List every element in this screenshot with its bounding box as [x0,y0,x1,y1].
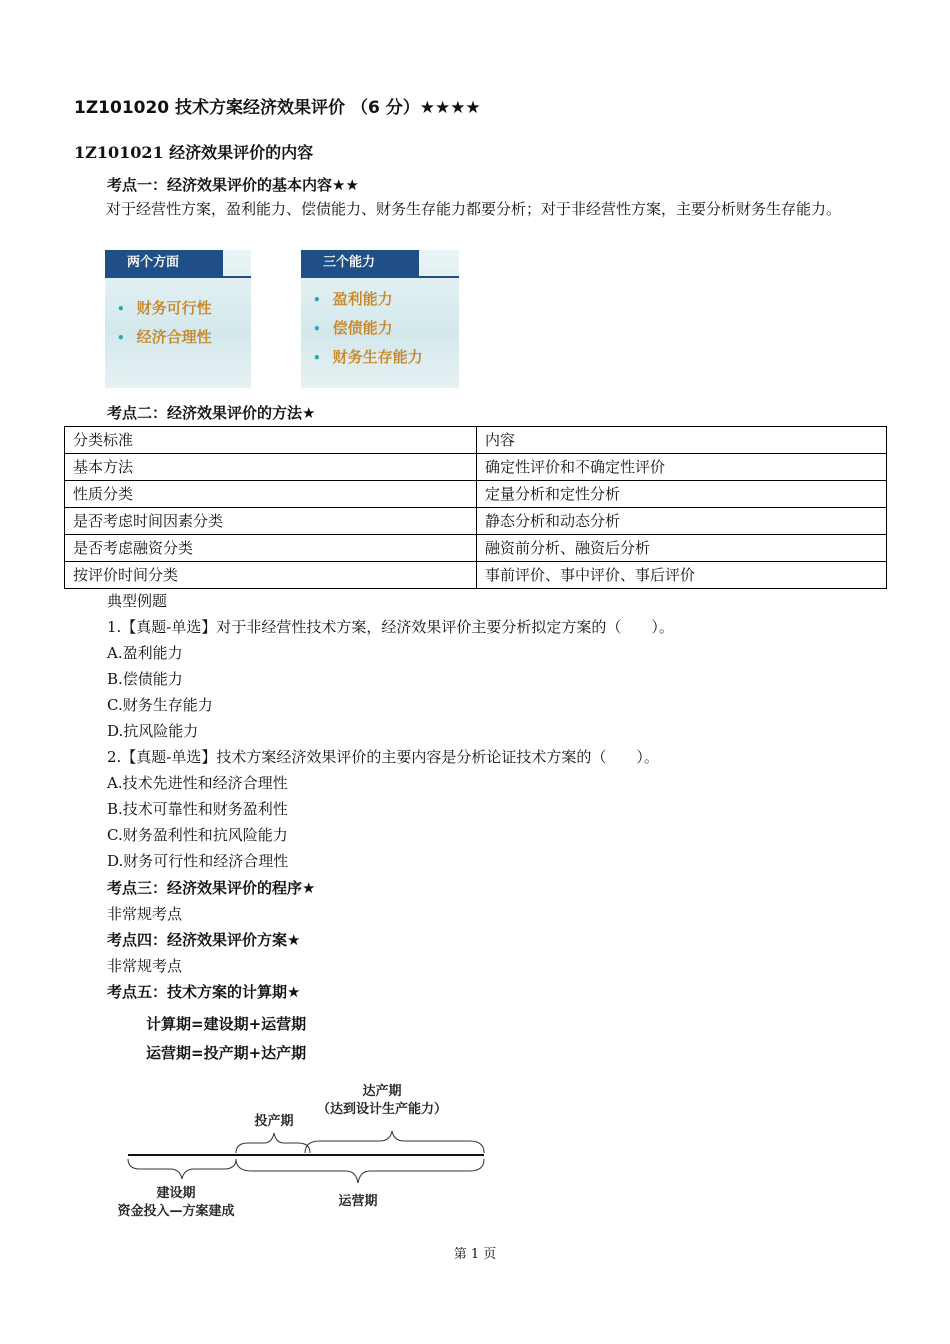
point4-title: 考点四：经济效果评价方案★ [107,931,301,949]
table-row [65,481,887,508]
build-brace [128,1159,236,1179]
bullet-icon: • [313,293,321,307]
panel-three-abilities [301,250,459,388]
panel-tab: 两个方面 [105,250,223,276]
bullet-icon: • [313,322,321,336]
point5-title: 考点五：技术方案的计算期★ [107,983,301,1001]
panel-divider [301,276,459,278]
panel-item: • 盈利能力 [313,290,393,308]
formula-1: 计算期=建设期+运营期 [146,1015,307,1033]
point1-title: 考点一：经济效果评价的基本内容★★ [107,176,359,194]
q2-option-a: A.技术先进性和经济合理性 [107,774,288,792]
point4-text: 非常规考点 [107,957,183,975]
table-cell: 事前评价、事中评价、事后评价 [477,562,887,589]
q1-option-d: D.抗风险能力 [107,722,199,740]
table-cell: 融资前分析、融资后分析 [477,535,887,562]
table-header-row [65,427,887,454]
panel-item: • 偿债能力 [313,319,393,337]
formula-2: 运营期=投产期+达产期 [146,1044,307,1062]
question-1: 1.【真题-单选】对于非经营性技术方案，经济效果评价主要分析拟定方案的（ ）。 [107,618,674,636]
build-sub-label: 资金投入—方案建成 [117,1204,235,1219]
build-label: 建设期 [156,1186,196,1201]
period-timeline-diagram [100,1075,510,1225]
question-2: 2.【真题-单选】技术方案经济效果评价的主要内容是分析论证技术方案的（ ）。 [107,748,659,766]
bullet-icon: • [117,302,125,316]
table-cell: 确定性评价和不确定性评价 [477,454,887,481]
panel-item: • 财务可行性 [117,299,212,317]
panel-item: • 经济合理性 [117,328,212,346]
q1-option-c: C.财务生存能力 [107,696,213,714]
operate-brace [236,1159,484,1183]
reach-brace [305,1131,484,1153]
q1-option-b: B.偿债能力 [107,670,183,688]
table-row [65,562,887,589]
q2-option-b: B.技术可靠性和财务盈利性 [107,800,288,818]
panel-item: • 财务生存能力 [313,348,423,366]
table-row [65,454,887,481]
table-header: 内容 [477,427,887,454]
panel-divider [105,276,251,278]
table-cell: 按评价时间分类 [65,562,477,589]
point3-title: 考点三：经济效果评价的程序★ [107,879,316,897]
q2-option-d: D.财务可行性和经济合理性 [107,852,289,870]
panel-two-aspects [105,250,251,388]
page-number: 第 1 页 [453,1247,497,1262]
table-header: 分类标准 [65,427,477,454]
table-row [65,535,887,562]
method-table [64,426,887,589]
table-cell: 基本方法 [65,454,477,481]
operate-label: 运营期 [338,1194,378,1209]
point2-title: 考点二：经济效果评价的方法★ [107,404,316,422]
start-brace [236,1133,310,1153]
table-cell: 性质分类 [65,481,477,508]
bullet-icon: • [117,331,125,345]
point1-text: 对于经营性方案，盈利能力、偿债能力、财务生存能力都要分析；对于非经营性方案，主要分析财务生存能力。 [106,200,842,218]
page-heading: 1Z101020 技术方案经济效果评价 （6 分）★★★★ [74,98,481,118]
table-row [65,508,887,535]
q2-option-c: C.财务盈利性和抗风险能力 [107,826,288,844]
reach-sub-label: （达到设计生产能力） [316,1102,448,1117]
table-cell: 是否考虑时间因素分类 [65,508,477,535]
start-label: 投产期 [254,1114,294,1129]
table-cell: 静态分析和动态分析 [477,508,887,535]
reach-label: 达产期 [362,1084,402,1099]
section-heading: 1Z101021 经济效果评价的内容 [74,143,314,162]
table-cell: 定量分析和定性分析 [477,481,887,508]
table-cell: 是否考虑融资分类 [65,535,477,562]
panel-tab: 三个能力 [301,250,419,276]
point3-text: 非常规考点 [107,905,183,923]
bullet-icon: • [313,351,321,365]
q1-option-a: A.盈利能力 [107,644,183,662]
examples-title: 典型例题 [107,592,168,610]
